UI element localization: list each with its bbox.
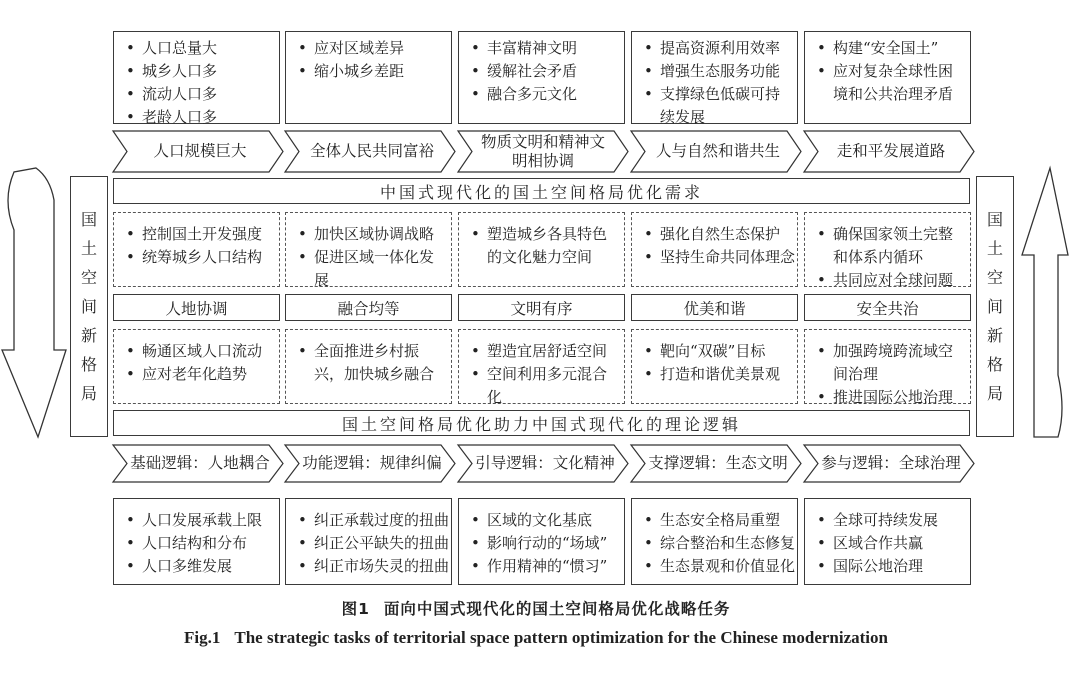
logic-arrow-label: 引导逻辑：文化精神: [475, 454, 615, 472]
top-box: [804, 31, 971, 124]
bullet-item: • 国际公地治理: [811, 555, 966, 578]
bullet-list: [811, 340, 966, 409]
bullet-item: • 塑造城乡各具特色的文化魅力空间: [465, 223, 620, 269]
bullet-list: [638, 340, 793, 386]
vertical-char: 新: [986, 326, 1003, 345]
bullet-item: • 纠正市场失灵的扭曲: [292, 555, 447, 578]
demand-bar: 中国式现代化的国土空间格局优化需求: [113, 178, 970, 204]
lower-dashed-box: [285, 329, 452, 404]
vertical-char: 土: [80, 239, 97, 258]
vertical-char: 新: [80, 326, 97, 345]
bullet-item: • 控制国土开发强度: [120, 223, 275, 246]
bullet-item: • 区域的文化基底: [465, 509, 620, 532]
caption-zh-figure-number: 图1: [341, 600, 370, 618]
bullet-item: • 流动人口多: [120, 83, 275, 106]
upper-dashed-box: [631, 212, 798, 287]
lower-dashed-box: [804, 329, 971, 404]
lower-dashed-box: [458, 329, 625, 404]
bullet-item: • 推进国际公地治理: [811, 386, 966, 409]
bullet-item: • 支撑绿色低碳可持续发展: [638, 83, 793, 129]
bullet-item: • 塑造宜居舒适空间: [465, 340, 620, 363]
lower-dashed-box: [113, 329, 280, 404]
bullet-item: • 城乡人口多: [120, 60, 275, 83]
category-label: 安全共治: [804, 294, 971, 321]
bullet-item: • 人口总量大: [120, 37, 275, 60]
bullet-list: [465, 223, 620, 269]
bullet-item: • 加强跨境跨流域空间治理: [811, 340, 966, 386]
upper-dashed-box: [285, 212, 452, 287]
bullet-list: [120, 340, 275, 386]
bullet-item: • 统筹城乡人口结构: [120, 246, 275, 269]
caption-en-figure-number: Fig.1: [184, 628, 221, 647]
bullet-item: • 人口多维发展: [120, 555, 275, 578]
category-label: 融合均等: [285, 294, 452, 321]
bullet-item: • 应对区域差异: [292, 37, 447, 60]
top-box: [631, 31, 798, 124]
bullet-item: • 纠正承载过度的扭曲: [292, 509, 447, 532]
bullet-list: [292, 340, 447, 386]
vertical-char: 土: [986, 239, 1003, 258]
goal-arrow-label: 人口规模巨大: [153, 142, 247, 160]
category-label: 文明有序: [458, 294, 625, 321]
logic-arrow-label: 功能逻辑：规律纠偏: [302, 454, 442, 472]
bullet-item: • 应对复杂全球性困境和公共治理矛盾: [811, 60, 966, 106]
bottom-box: [804, 498, 971, 585]
bullet-item: • 强化自然生态保护: [638, 223, 793, 246]
goal-arrow-label: 走和平发展道路: [836, 142, 946, 160]
bullet-list: [811, 223, 966, 292]
logic-bar: 国土空间格局优化助力中国式现代化的理论逻辑: [113, 410, 970, 436]
bullet-list: [465, 37, 620, 106]
bullet-item: • 生态安全格局重塑: [638, 509, 793, 532]
bullet-item: • 靶向“双碳”目标: [638, 340, 793, 363]
bullet-item: • 畅通区域人口流动: [120, 340, 275, 363]
bullet-list: [811, 37, 966, 106]
left-down-arrow: [2, 168, 66, 437]
logic-arrow-label: 参与逻辑：全球治理: [821, 454, 961, 472]
bottom-box: [458, 498, 625, 585]
vertical-char: 间: [80, 297, 97, 316]
bullet-item: • 增强生态服务功能: [638, 60, 793, 83]
bullet-item: • 构建“安全国土”: [811, 37, 966, 60]
bullet-item: • 缓解社会矛盾: [465, 60, 620, 83]
bullet-item: • 提高资源利用效率: [638, 37, 793, 60]
top-box: [113, 31, 280, 124]
bullet-list: [465, 509, 620, 578]
vertical-char: 格: [80, 355, 97, 374]
bullet-item: • 共同应对全球问题: [811, 269, 966, 292]
caption-en-text: The strategic tasks of territorial space pattern optimization for the Chinese modernization: [234, 628, 888, 647]
bullet-list: [292, 509, 450, 578]
logic-arrow-label: 基础逻辑：人地耦合: [130, 454, 270, 472]
bullet-item: • 作用精神的“惯习”: [465, 555, 620, 578]
vertical-char: 国: [80, 210, 97, 229]
upper-dashed-box: [113, 212, 280, 287]
bullet-item: • 纠正公平缺失的扭曲: [292, 532, 447, 555]
bullet-list: [120, 509, 275, 578]
vertical-char: 局: [80, 384, 97, 403]
bullet-list: [120, 223, 275, 269]
bottom-box: [113, 498, 280, 585]
bullet-item: • 融合多元文化: [465, 83, 620, 106]
bullet-item: • 全面推进乡村振兴，加快城乡融合: [292, 340, 447, 386]
bullet-item: • 人口结构和分布: [120, 532, 275, 555]
vertical-char: 间: [986, 297, 1003, 316]
vertical-char: 格: [986, 355, 1003, 374]
vertical-char: 局: [986, 384, 1003, 403]
bullet-item: • 生态景观和价值显化: [638, 555, 793, 578]
vertical-char: 空: [80, 268, 97, 287]
bullet-list: [811, 509, 966, 578]
bullet-item: • 加快区域协调战略: [292, 223, 447, 246]
lower-dashed-box: [631, 329, 798, 404]
caption-zh-text: 面向中国式现代化的国土空间格局优化战略任务: [383, 600, 731, 618]
bullet-item: • 丰富精神文明: [465, 37, 620, 60]
caption-en: [0, 628, 1072, 648]
bottom-box: [631, 498, 798, 585]
goal-arrow-label: 物质文明和精神文明相协调: [480, 132, 605, 170]
logic-arrow-label: 支撑逻辑：生态文明: [648, 454, 788, 472]
upper-dashed-box: [458, 212, 625, 287]
bullet-item: • 空间利用多元混合化: [465, 363, 620, 409]
vertical-char: 空: [986, 268, 1003, 287]
goal-arrow-label: 全体人民共同富裕: [309, 142, 434, 160]
category-label: 人地协调: [113, 294, 280, 321]
bullet-list: [292, 223, 447, 292]
left-vertical-label: [70, 176, 108, 437]
bullet-item: • 应对老年化趋势: [120, 363, 275, 386]
bullet-item: • 缩小城乡差距: [292, 60, 447, 83]
bullet-list: [465, 340, 620, 409]
vertical-char: 国: [986, 210, 1003, 229]
goal-arrow-label: 人与自然和谐共生: [655, 142, 780, 160]
bullet-item: • 坚持生命共同体理念: [638, 246, 793, 269]
bullet-item: • 综合整治和生态修复: [638, 532, 793, 555]
category-label: 优美和谐: [631, 294, 798, 321]
bullet-item: • 区域合作共赢: [811, 532, 966, 555]
bullet-list: [638, 509, 796, 578]
bullet-item: • 确保国家领土完整和体系内循环: [811, 223, 966, 269]
bullet-item: • 打造和谐优美景观: [638, 363, 793, 386]
bullet-item: • 人口发展承载上限: [120, 509, 275, 532]
bullet-item: • 老龄人口多: [120, 106, 275, 129]
bottom-box: [285, 498, 452, 585]
bullet-item: • 促进区域一体化发展: [292, 246, 447, 292]
bullet-list: [120, 37, 275, 129]
top-box: [285, 31, 452, 124]
right-up-arrow: [1022, 168, 1068, 437]
right-vertical-label: [976, 176, 1014, 437]
top-box: [458, 31, 625, 124]
caption-zh: [0, 597, 1072, 619]
bullet-list: [638, 223, 796, 269]
bullet-list: [638, 37, 793, 129]
upper-dashed-box: [804, 212, 971, 287]
bullet-item: • 全球可持续发展: [811, 509, 966, 532]
bullet-item: • 影响行动的“场域”: [465, 532, 620, 555]
bullet-list: [292, 37, 447, 83]
